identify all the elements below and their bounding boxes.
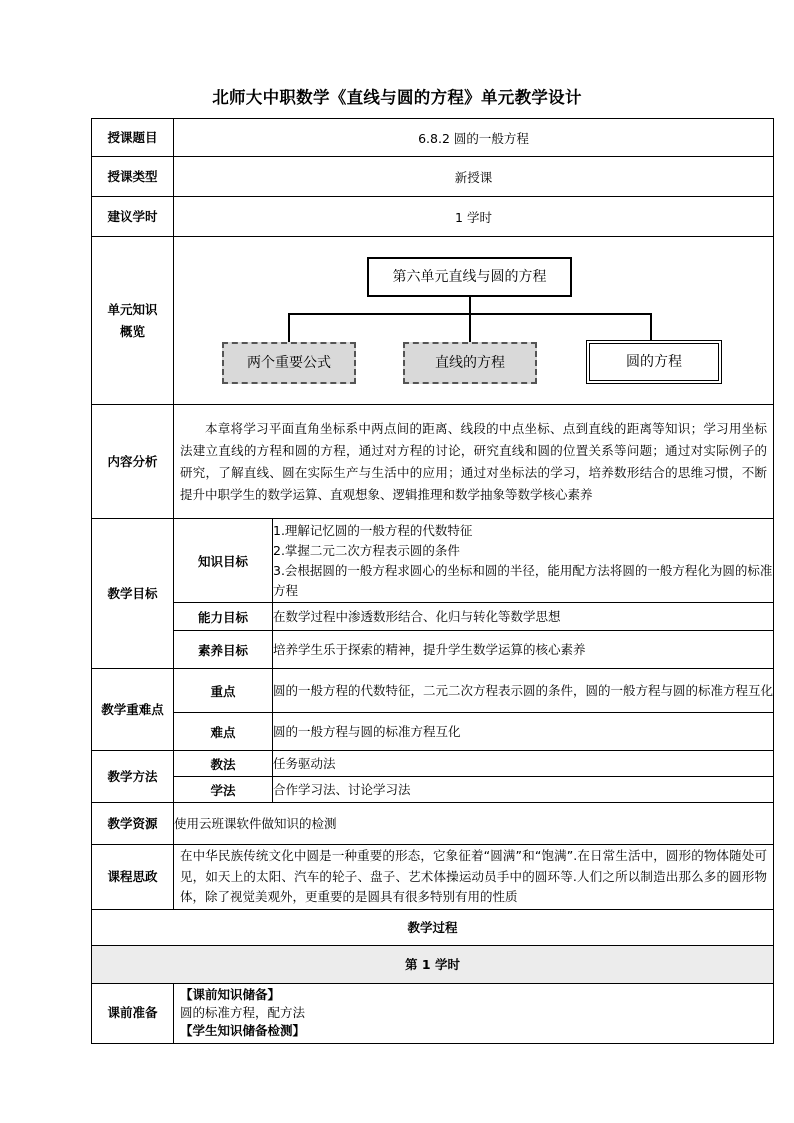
diagram-child-line-equation: 直线的方程 — [403, 342, 537, 384]
prep-cell — [174, 983, 774, 1043]
row-learn-method — [92, 777, 774, 803]
lesson-plan-table — [91, 118, 774, 1044]
knowledge-diagram — [174, 238, 774, 404]
diagram-child-circle-equation: 圆的方程 — [586, 340, 722, 384]
keypoints-label: 教学重难点 — [92, 669, 174, 751]
difficult-point-label: 难点 — [174, 713, 273, 751]
literacy-objective-text: 培养学生乐于探索的精神，提升学生数学运算的核心素养 — [273, 631, 774, 669]
row-ideology — [92, 845, 774, 910]
literacy-objective-label: 素养目标 — [174, 631, 273, 669]
key-point-text: 圆的一般方程的代数特征，二元二次方程表示圆的条件，圆的一般方程与圆的标准方程互化 — [273, 669, 774, 713]
knowledge-item-3: 3.会根据圆的一般方程求圆心的坐标和圆的半径，能用配方法将圆的一般方程化为圆的标准方程 — [273, 562, 773, 598]
row-process — [92, 909, 774, 945]
prep-label: 课前准备 — [92, 983, 174, 1043]
row-type — [92, 157, 774, 197]
page-title: 北师大中职数学《直线与圆的方程》单元教学设计 — [212, 88, 582, 107]
connector-middle — [469, 313, 471, 342]
difficult-point-text: 圆的一般方程与圆的标准方程互化 — [273, 713, 774, 751]
row-objective-ability — [92, 603, 774, 631]
knowledge-item-2: 2.掌握二元二次方程表示圆的条件 — [273, 542, 460, 558]
knowledge-objective-label: 知识目标 — [174, 519, 273, 603]
prep-heading-2: 【学生知识储备检测】 — [180, 1023, 306, 1038]
row-objective-knowledge — [92, 519, 774, 603]
row-hours — [92, 197, 774, 237]
resources-label: 教学资源 — [92, 803, 174, 845]
content-cell — [174, 405, 774, 519]
row-resources — [92, 803, 774, 845]
key-point-label: 重点 — [174, 669, 273, 713]
overview-cell — [174, 237, 774, 405]
prep-heading-1: 【课前知识储备】 — [180, 987, 281, 1002]
ideology-label: 课程思政 — [92, 845, 174, 910]
methods-label: 教学方法 — [92, 751, 174, 803]
topic-value: 6.8.2 圆的一般方程 — [174, 119, 774, 157]
knowledge-item-1: 1.理解记忆圆的一般方程的代数特征 — [273, 522, 473, 538]
prep-line-1: 圆的标准方程，配方法 — [180, 1005, 306, 1020]
learn-method-text: 合作学习法、讨论学习法 — [273, 777, 774, 803]
diagram-root-box: 第六单元直线与圆的方程 — [367, 257, 572, 297]
row-content — [92, 405, 774, 519]
row-prep — [92, 983, 774, 1043]
row-topic — [92, 119, 774, 157]
ability-objective-label: 能力目标 — [174, 603, 273, 631]
connector-right — [650, 313, 652, 340]
hours-value: 1 学时 — [174, 197, 774, 237]
learn-method-label: 学法 — [174, 777, 273, 803]
ideology-text: 在中华民族传统文化中圆是一种重要的形态，它象征着“圆满”和“饱满”.在日常生活中，圆形的物体随处可见，如天上的太阳、汽车的轮子、盘子、艺术体操运动员手中的圆环等.人们之所以制造出那么多的圆形物体，除了视觉美观外，更重要的是圆具有很多特别有用的性质 — [180, 848, 767, 904]
period-heading: 第 1 学时 — [92, 945, 774, 983]
type-value: 新授课 — [174, 157, 774, 197]
objectives-label: 教学目标 — [92, 519, 174, 669]
row-objective-literacy — [92, 631, 774, 669]
diagram-child-formulas: 两个重要公式 — [222, 342, 356, 384]
hours-label: 建议学时 — [92, 197, 174, 237]
ability-objective-text: 在数学过程中渗透数形结合、化归与转化等数学思想 — [273, 603, 774, 631]
overview-label: 单元知识概览 — [92, 237, 174, 405]
teach-method-label: 教法 — [174, 751, 273, 777]
row-key-point — [92, 669, 774, 713]
knowledge-objective-list — [273, 519, 774, 603]
row-period — [92, 945, 774, 983]
process-heading: 教学过程 — [92, 909, 774, 945]
teach-method-text: 任务驱动法 — [273, 751, 774, 777]
type-label: 授课类型 — [92, 157, 174, 197]
content-label: 内容分析 — [92, 405, 174, 519]
row-overview — [92, 237, 774, 405]
row-teach-method — [92, 751, 774, 777]
row-difficult-point — [92, 713, 774, 751]
connector-left — [288, 313, 290, 342]
connector-trunk — [469, 297, 471, 314]
topic-label: 授课题目 — [92, 119, 174, 157]
content-text: 本章将学习平面直角坐标系中两点间的距离、线段的中点坐标、点到直线的距离等知识；学习用坐标法建立直线的方程和圆的方程，通过对方程的讨论，研究直线和圆的位置关系等问题；通过对实际例子的研究，了解直线、圆在实际生产与生活中的应用；通过对坐标法的学习，培养数形结合的思维习惯，不断提升中职学生的数学运算、直观想象、逻辑推理和数学抽象等数学核心素养 — [180, 420, 767, 502]
ideology-cell — [174, 845, 774, 910]
prep-content — [174, 984, 773, 1042]
resources-text: 使用云班课软件做知识的检测 — [174, 803, 774, 845]
